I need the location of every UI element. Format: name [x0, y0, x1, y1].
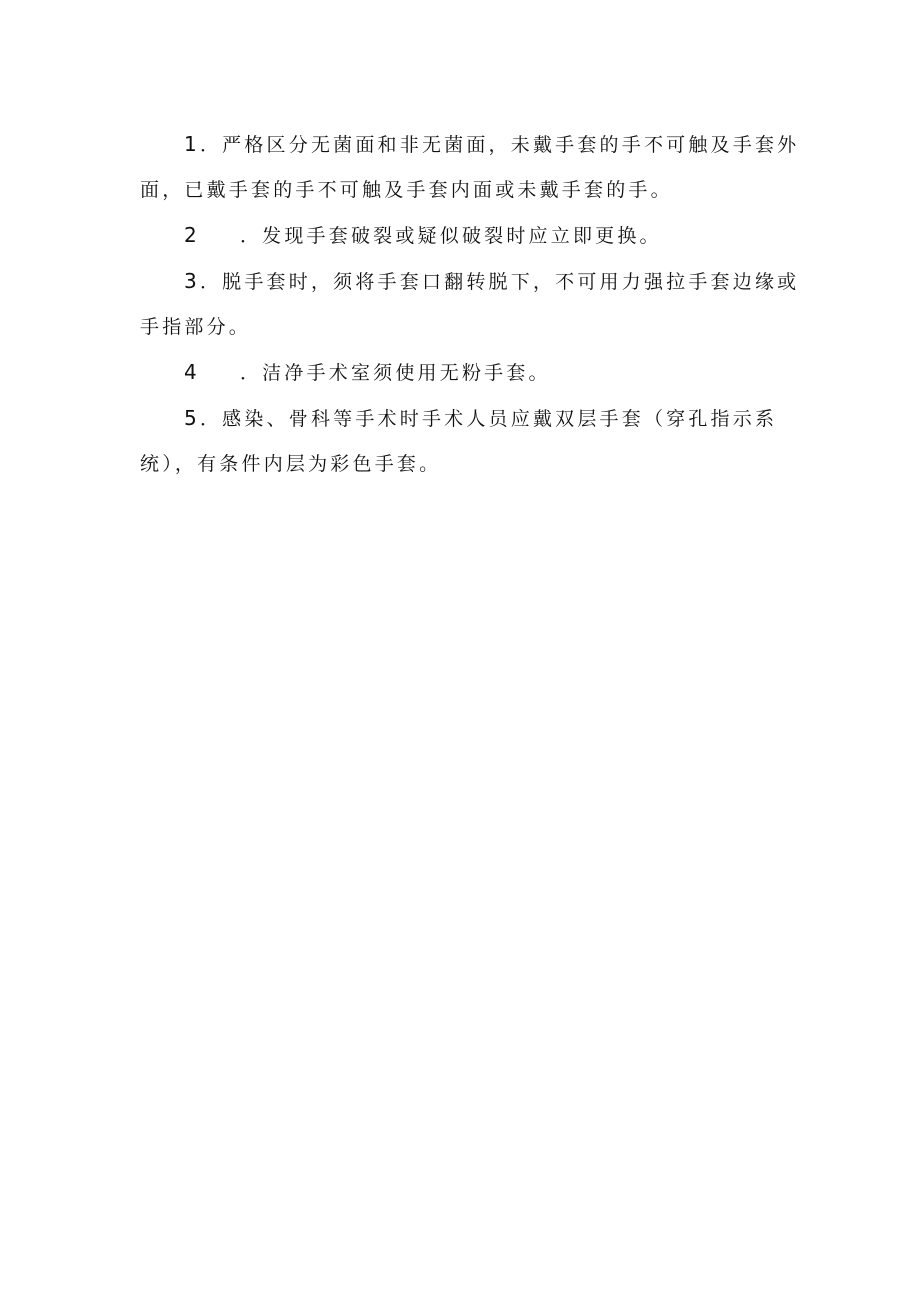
item-text: ．脱手套时，须将手套口翻转脱下，不可用力强拉手套边缘或手指部分。	[140, 271, 800, 338]
item-text: ．严格区分无菌面和非无菌面，未戴手套的手不可触及手套外面，已戴手套的手不可触及手套内面或未戴手套的手。	[140, 134, 800, 201]
item-text: ．洁净手术室须使用无粉手套。	[239, 362, 551, 384]
document-body	[140, 122, 800, 487]
item-number: 1	[184, 132, 200, 156]
item-text: ．发现手套破裂或疑似破裂时应立即更换。	[239, 225, 662, 247]
item-number: 2	[184, 223, 200, 247]
list-item-3	[140, 259, 800, 350]
item-text: ．感染、骨科等手术时手术人员应戴双层手套（穿孔指示系统），有条件内层为彩色手套。	[140, 408, 778, 475]
list-item-1	[140, 122, 800, 213]
list-item-2	[140, 213, 800, 259]
item-number: 5	[184, 406, 200, 430]
item-number: 4	[184, 360, 200, 384]
item-number: 3	[184, 269, 200, 293]
list-item-4	[140, 350, 800, 396]
list-item-5	[140, 396, 800, 487]
